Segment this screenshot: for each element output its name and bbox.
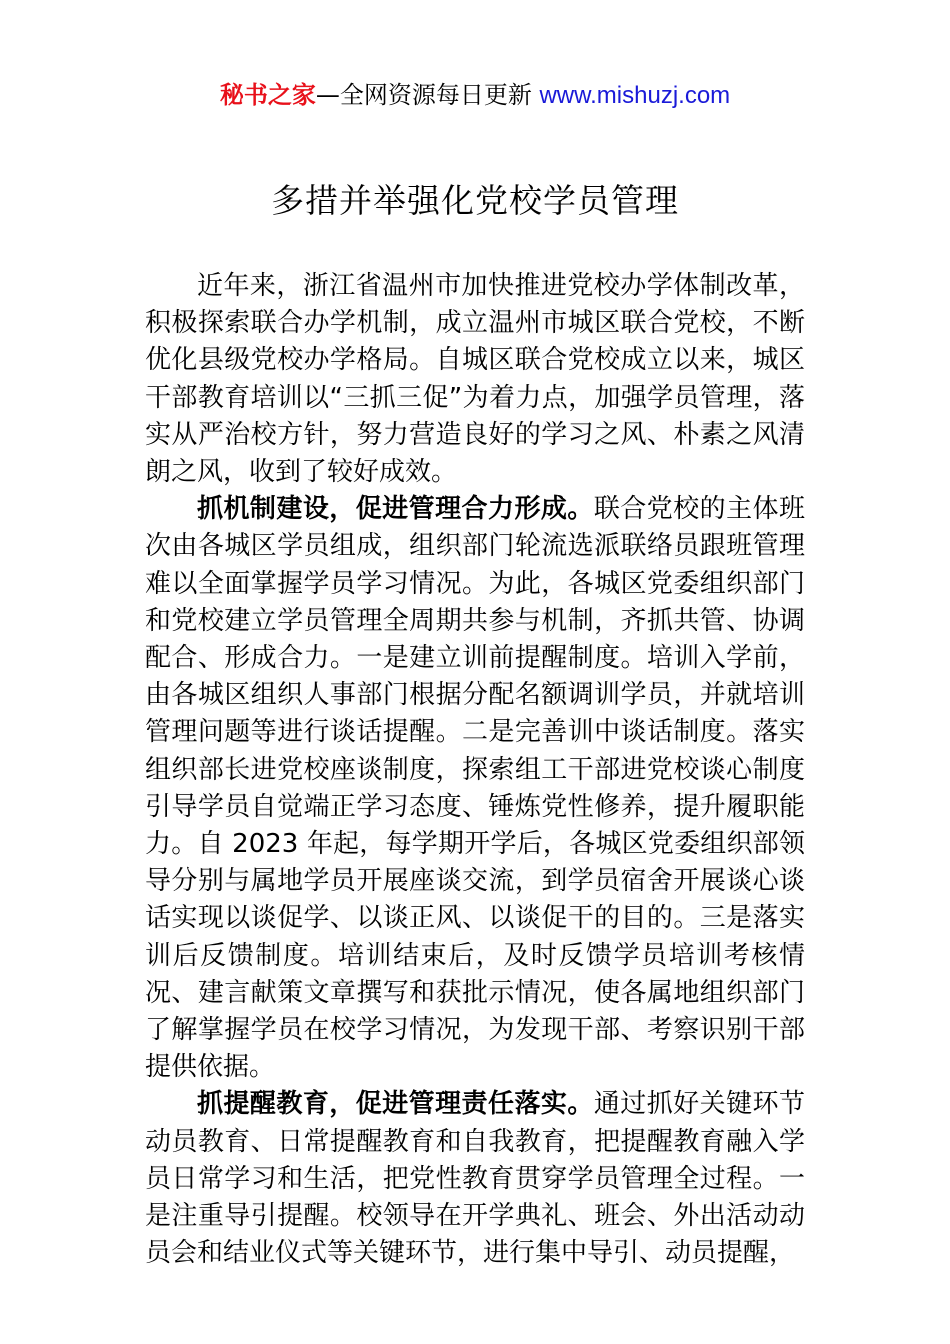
document-body	[145, 268, 805, 1272]
paragraph-text: 近年来，浙江省温州市加快推进党校办学体制改革，积极探索联合办学机制，成立温州市城区联合党校，不断优化县级党校办学格局。自城区联合党校成立以来，城区干部教育培训以“三抓三促”为着力点，加强学员管理，落实从严治校方针，努力营造良好的学习之风、朴素之风清朗之风，收到了较好成效。	[145, 271, 805, 488]
paragraph-intro	[145, 268, 805, 491]
site-header	[0, 78, 950, 113]
paragraph-education	[145, 1086, 805, 1272]
site-tagline: —全网资源每日更新	[315, 81, 532, 109]
paragraph-lead: 抓机制建设，促进管理合力形成。	[197, 494, 594, 525]
paragraph-lead: 抓提醒教育，促进管理责任落实。	[197, 1089, 594, 1120]
paragraph-text: 联合党校的主体班次由各城区学员组成，组织部门轮流选派联络员跟班管理难以全面掌握学员学习情况。为此，各城区党委组织部门和党校建立学员管理全周期共参与机制，齐抓共管、协调配合、形成合力。一是建立训前提醒制度。培训入学前，由各城区组织人事部门根据分配名额调训学员，并就培训管理问题等进行谈话提醒。二是完善训中谈话制度。落实组织部长进党校座谈制度，探索组工干部进党校谈心制度引导学员自觉端正学习态度、锤炼党性修养，提升履职能力。自 2023 年起，每学期开学后，各城区党委组织部领导分别与属地学员开展座谈交流，到学员宿舍开展谈心谈话实现以谈促学、以谈正风、以谈促干的目的。三是落实训后反馈制度。培训结束后，及时反馈学员培训考核情况、建言献策文章撰写和获批示情况，使各属地组织部门了解掌握学员在校学习情况，为发现干部、考察识别干部提供依据。	[145, 494, 805, 1083]
document-title: 多措并举强化党校学员管理	[271, 181, 679, 220]
site-brand: 秘书之家	[219, 81, 316, 109]
paragraph-text: 通过抓好关键环节动员教育、日常提醒教育和自我教育，把提醒教育融入学员日常学习和生活，把党性教育贯穿学员管理全过程。一是注重导引提醒。校领导在开学典礼、班会、外出活动动员会和结业仪式等关键环节，进行集中导引、动员提醒，	[145, 1089, 805, 1269]
site-url-link[interactable]: www.mishuzj.com	[539, 82, 731, 109]
paragraph-mechanism	[145, 491, 805, 1086]
